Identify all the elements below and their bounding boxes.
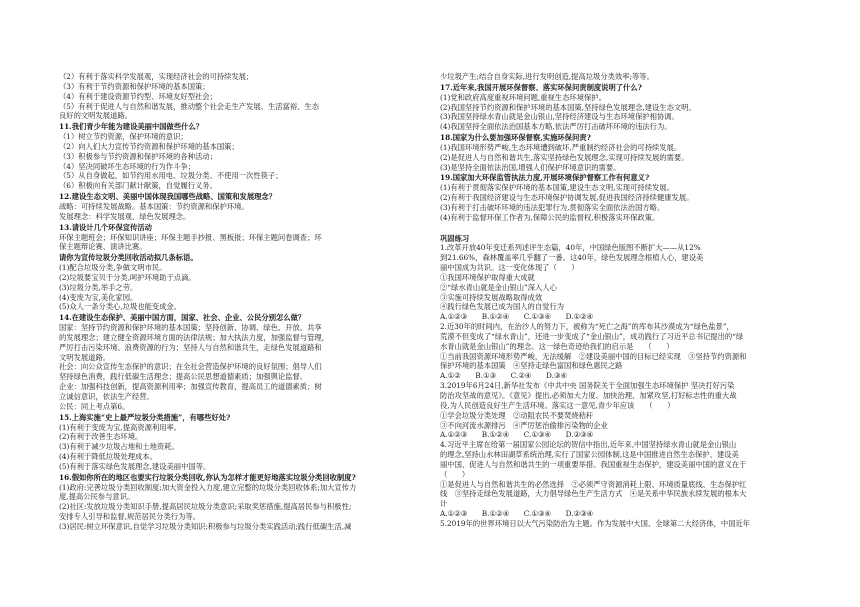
text-line: 保护环境的基本国策 ④坚持走绿色富国和绿色惠民之路 bbox=[440, 361, 623, 371]
text-line: 的发展理念；建立健全资源环境方面的法律法规；加大执法力度，加强监督与管理， bbox=[59, 332, 329, 342]
text-line: (1)政府:完善垃圾分类回收制度;加大资金投入力度,建立完整的垃圾分类回收体系;加大宣传力 bbox=[59, 482, 357, 492]
text-line: （2）向人们大力宣传节约资源和保护环境的基本国策； bbox=[59, 141, 239, 151]
text-line: (1)党和政府高度重视环境问题,重视生态环境保护。 bbox=[440, 92, 606, 102]
text-line: A.①②③ B.①②④ C.①③④ D.②③④ bbox=[440, 509, 594, 519]
text-line: 水青山就是金山银山”的理念。这一绿色奇迹给我们的启示是 （ ） bbox=[440, 341, 674, 351]
text-line: 计 bbox=[440, 499, 448, 509]
text-line: 的理念,坚持山水林田湖草系统治理,实行了国家公园体制,这是中国推进自然生态保护、建设美 bbox=[440, 450, 739, 460]
text-line: 安排专人引导和监督,规范居民分类行为等。 bbox=[59, 512, 200, 522]
text-line: 役,为人民创造良好生产生活环境。落实这一意见,青少年应该 （ ） bbox=[440, 400, 675, 410]
text-line: (1)我国环境形势严峻,生态环境遭到破坏,严重制约经济社会的可持续发展。 bbox=[440, 142, 682, 152]
section-heading: 13.请设计几个环保宣传活动 bbox=[59, 222, 152, 232]
text-line: 坚持绿色消费，践行低碳生活理念；提高公民思想道德素质；加强舆论监督。 bbox=[59, 372, 308, 382]
text-line: 文明发展道路。 bbox=[59, 352, 111, 362]
text-line: (5)有利于落实绿色发展理念,建设美丽中国等。 bbox=[59, 461, 211, 471]
text-line: 良好的文明发展道路。 bbox=[59, 111, 132, 121]
text-line: (2)有利于改善生态环境。 bbox=[59, 432, 143, 442]
text-line: ③实施可持续发展战略取得成效 bbox=[440, 292, 543, 302]
section-heading: 请你为宣传垃圾分类回收活动拟几条标语。 bbox=[59, 253, 198, 263]
text-line: ②“绿水青山就是金山银山”深入人心 bbox=[440, 282, 557, 292]
text-line: (3)是坚持全面依法治国,增强人们保护环境意识的需要。 bbox=[440, 162, 621, 172]
text-line: 3.2019年6月24日,新华社发布《中共中央 国务院关于全面加强生态环境保护 坚决打好污染 bbox=[440, 381, 735, 391]
text-line: 社会：向公众宣传生态保护的意识；在全社会营造保护环境的良好氛围；倡导人们 bbox=[59, 362, 322, 372]
text-line: 2.近30年的时间内，在治沙人的努力下，被称为“死亡之海”的库布其沙漠成为“绿色盐景”， bbox=[440, 322, 734, 332]
text-line: （3）有利于节约资源和保护环境的基本国策； bbox=[59, 81, 210, 91]
text-line: (5)众人一条分类心,垃圾也能变成金。 bbox=[59, 302, 182, 312]
text-line: (4)有利于降低垃圾处理成本。 bbox=[59, 452, 157, 462]
text-line: 企业：加强科技创新，提高资源利用率；加强宣传教育，提高员工的道德素质；树 bbox=[59, 382, 322, 392]
text-line: ③不向河流水源排污 ④严厉惩治偷排污染物的企业 bbox=[440, 420, 608, 430]
text-line: 丽中国、促进人与自然和谐共生的一项重要举措。我国重视生态保护，建设美丽中国的意义在于 bbox=[440, 459, 747, 469]
section-heading: 14.在建设生态保护、美丽中国方面，国家、社会、企业、公民分别怎么做？ bbox=[59, 313, 306, 323]
text-line: 公民：同上考点第6。 bbox=[59, 401, 130, 411]
text-line: 国家：坚持节约资源和保护环境的基本国策；坚持创新、协调、绿色、开放、共享 bbox=[59, 323, 322, 333]
text-line: (2)垃圾要宝贝于分类,呵护环境助于点滴。 bbox=[59, 272, 196, 282]
text-line: (1)有利于贯彻落实保护环境的基本国策,建设生态文明,实现可持续发展。 bbox=[440, 183, 674, 193]
text-line: （4）坚决同破坏生态环境的行为作斗争； bbox=[59, 161, 195, 171]
text-line: （2）有利于落实科学发展观，实现经济社会的可持续发展； bbox=[59, 72, 254, 81]
section-heading: 18.国家为什么要加强环保督察,实施环保问责? bbox=[440, 133, 591, 143]
section-heading: 12.建设生态文明、美丽中国体现我国哪些战略、国策和发展理念？ bbox=[59, 192, 277, 202]
text-line bbox=[440, 223, 800, 233]
text-line: （ ） bbox=[440, 469, 470, 479]
left-column bbox=[59, 72, 419, 532]
section-heading: 16.假如你所在的地区也要实行垃圾分类回收,你认为怎样才能更好地落实垃圾分类回收制度? bbox=[59, 472, 356, 482]
text-line: 少垃圾产生;结合自身实际,进行发明创造,提高垃圾分类效率;等等。 bbox=[440, 72, 654, 81]
text-line: (2)我国坚持节约资源和保护环境的基本国策,坚持绿色发展理念,建设生态文明。 bbox=[440, 102, 696, 112]
text-line: 发展理念：科学发展观、绿色发展理念。 bbox=[59, 211, 191, 221]
text-line: (2)社区:发放垃圾分类知识手册,提高居民垃圾分类意识;采取奖惩措施,提高居民参与积极性; bbox=[59, 502, 352, 512]
text-line: （4）有利于建设资源节约型、环境友好型社会； bbox=[59, 91, 217, 101]
text-line: （5）有利于促进人与自然和谐发展，推动整个社会走生产发展、生活富裕、生态 bbox=[59, 101, 320, 111]
text-line: (2)有利于我国经济建设与生态环境保护协调发展,促进我国经济持续健康发展。 bbox=[440, 193, 694, 203]
text-line: ①学会垃圾分类处理 ②动阻农民不要焚烧秸秆 bbox=[440, 410, 594, 420]
text-line: 1.改革开放40年变迁系列述评生态篇，40年，中国绿色版图不断扩大——从12% bbox=[440, 243, 701, 253]
text-line: (3)垃圾分类,举手之劳。 bbox=[59, 282, 138, 292]
text-line: ①是促进人与自然和谐共生的必然选择 ②必须严守资源消耗上限、环境质量底线、生态保护红 bbox=[440, 479, 747, 489]
text-line: ④践行绿色发展已成为国人的自觉行为 bbox=[440, 302, 565, 312]
text-line: (1)有利于变废为宝,提高资源利用率。 bbox=[59, 422, 182, 432]
text-line: 环保主题班会；环保知识讲座；环保主题手抄报、黑板报；环保主题问卷调查；环 bbox=[59, 232, 322, 242]
right-column bbox=[440, 72, 800, 529]
section-heading: 17.近年来,我国开展环保督察、落实环保问责制度说明了什么? bbox=[440, 82, 642, 92]
text-line: 保主题辩论赛、演讲比赛。 bbox=[59, 242, 147, 252]
text-line: ①我国环境保护取得重大成就 bbox=[440, 272, 535, 282]
text-line: 丽中国成为共识。这一变化体现了（ ） bbox=[440, 263, 579, 273]
text-line: (1)配合垃圾分类,争做文明市民。 bbox=[59, 263, 167, 273]
text-line: （6）积极向有关部门献计献策，自觉履行义务。 bbox=[59, 181, 217, 191]
text-line: （3）积极参与节约资源和保护环境的各种活动； bbox=[59, 151, 217, 161]
text-line: 严厉打击污染环境、浪费资源的行为；坚持人与自然和谐共生，走绿色发展道路和 bbox=[59, 342, 322, 352]
text-line: ①当前我国资源环境形势严峻，无法缓解 ②建设美丽中国的目标已经实现 ③坚持节约资源和 bbox=[440, 351, 747, 361]
text-line: 立诚信意识，依法生产经营。 bbox=[59, 392, 154, 401]
text-line: A.①②③ B.①②④ C.①③④ D.②③④ bbox=[440, 430, 594, 440]
text-line: 度,提高公民参与意识。 bbox=[59, 492, 135, 502]
text-line: (2)是促进人与自然和谐共生,落实坚持绿色发展理念,实现可持续发展的需要。 bbox=[440, 152, 689, 162]
text-line: （1）树立节约资源，保护环境的意识； bbox=[59, 132, 188, 142]
text-line: 到21.66%，森林覆盖率几乎翻了一番。这40年，绿色发展理念根植人心，建设美 bbox=[440, 253, 704, 263]
text-line: A.①②③ B.①②④ C.①③④ D.①②④ bbox=[440, 312, 594, 322]
text-line: 荒漠不但变成了“绿水青山”，还进一步变成了“金山银山”，成功践行了习近平总书记提出的“绿 bbox=[440, 331, 744, 341]
text-line: 防治攻坚战的意见》。《意见》提出,必须加大力度、加快治理、加紧攻坚,打好标志性的重大战 bbox=[440, 391, 737, 400]
text-line: 4.习近平主席在给第一届国家公园论坛的贺信中指出,近年来,中国坚持绿水青山就是金山银山 bbox=[440, 440, 737, 450]
text-line: (3)我国坚持绿水青山就是金山银山,坚持经济建设与生态环境保护相协调。 bbox=[440, 112, 679, 122]
text-line: 战略：可持续发展战略。基本国策：节约资源和保护环境。 bbox=[59, 201, 249, 211]
text-line: (3)有利于减少垃圾占地和土地资耗。 bbox=[59, 442, 179, 452]
text-line: (4)变废为宝,美化家园。 bbox=[59, 292, 138, 302]
text-line: 线 ③坚持走绿色发展道路，大力倡导绿色生产生活方式 ④是关系中华民族永续发展的根本大 bbox=[440, 489, 747, 499]
section-heading: 11.我们青少年能为建设美丽中国做些什么？ bbox=[59, 122, 204, 132]
text-line: (3)居民:树立环保意识,自觉学习垃圾分类知识;积极参与垃圾分类实践活动;践行低碳生活,减 bbox=[59, 521, 352, 531]
section-heading: 19.国家加大环保监管执法力度,开展环境保护督察工作有何意义? bbox=[440, 173, 650, 183]
text-line: (4)有利于监督环保工作者为,保障公民的监督权,积极落实环保政策。 bbox=[440, 212, 660, 222]
text-line: 5.2019年的世界环境日以大气污染防治为主题。作为发展中大国、全球第二大经济体，中国近年 bbox=[440, 518, 751, 528]
text-line: (3)有利于打击破坏环境的违法犯罪行为,贯彻落实全面依法治国方略。 bbox=[440, 202, 665, 212]
section-heading: 15.上海实施“史上最严垃圾分类措施”，有哪些好处? bbox=[59, 412, 231, 422]
text-line: (4)我国坚持全面依法治国基本方略,依法严厉打击破坏环境的违法行为。 bbox=[440, 122, 672, 132]
section-heading: 巩固练习 bbox=[440, 233, 470, 243]
text-line: （5）从自身做起，如节约用水用电、垃圾分类、不使用一次性筷子； bbox=[59, 171, 283, 181]
text-line: A.①② B.①③ C.②④ D.③④ bbox=[440, 371, 567, 381]
